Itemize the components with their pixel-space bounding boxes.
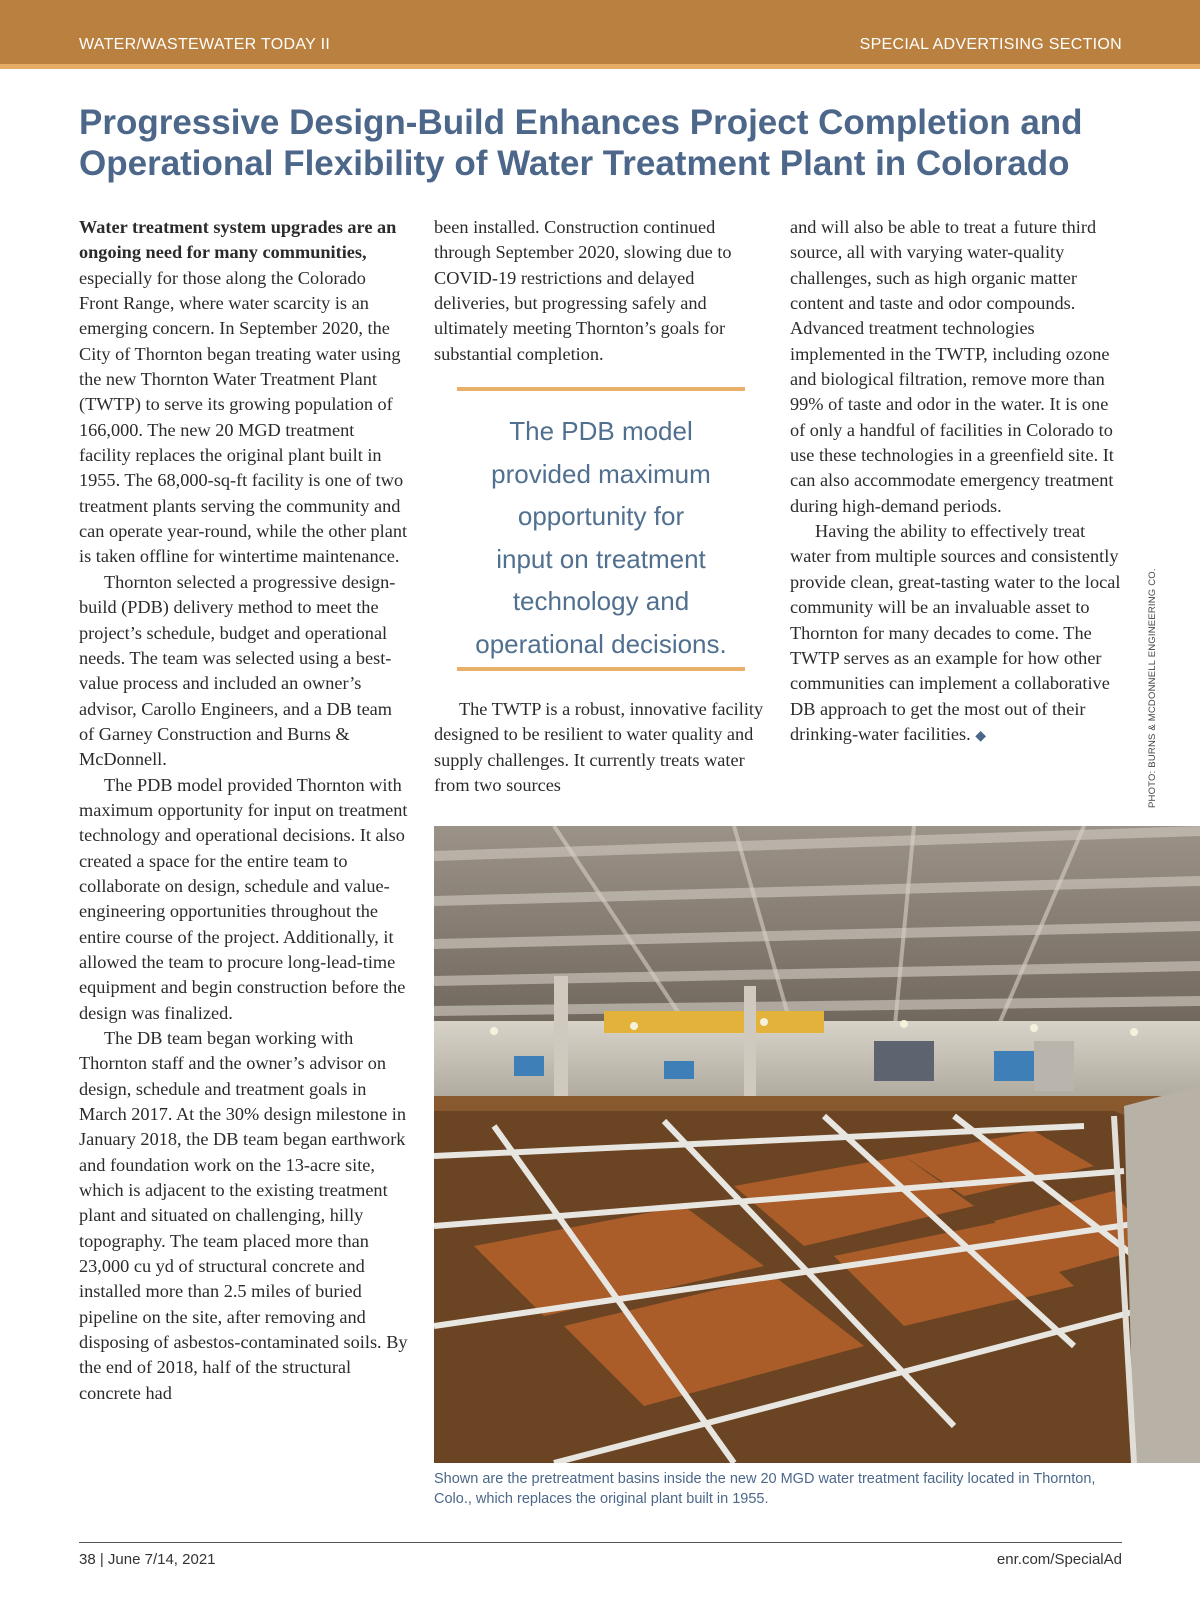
pull-quote-line: The PDB model: [509, 416, 693, 446]
header-bar: [0, 0, 1200, 69]
paragraph: [790, 519, 1122, 749]
pull-quote-line: operational decisions.: [475, 628, 727, 659]
pull-quote-line: opportunity for: [517, 501, 685, 531]
article-column-1: [79, 215, 409, 1406]
article-column-3: [790, 215, 1122, 749]
pull-quote: [457, 387, 745, 671]
photo-caption: Shown are the pretreatment basins inside the new 20 MGD water treatment facility located in Thornton, Colo., which replaces the original plant built in 1955.: [434, 1471, 1096, 1507]
section-label: WATER/WASTEWATER TODAY II: [79, 36, 331, 53]
closing-paragraph-text: Having the ability to effectively treat water from multiple sources and consistently provide clean, great-tasting water to the local community will be an invaluable asset to Thornton for many decades to come. The TWTP serves as an example for how other communities can implement a collaborative DB approach to get the most out of their drinking-water facilities.: [790, 521, 1121, 744]
treatment-basins-photo: [434, 826, 1200, 1463]
paragraph: The TWTP is a robust, innovative facility designed to be resilient to water quality and supply challenges. It currently treats water from two sources: [434, 699, 764, 796]
article-headline: Progressive Design-Build Enhances Project Completion and Operational Flexibility of Water Treatment Plant in Colorado: [79, 103, 1083, 183]
paragraph: The PDB model provided Thornton with maximum opportunity for input on treatment technology and operational decisions. It also created a space for the entire team to collaborate on design, schedule and value-engineering opportunities throughout the entire course of the project. Additionally, it allowed the team to procure long-lead-time equipment and begin construction before the design was finalized.: [79, 774, 408, 1023]
paragraph: been installed. Construction continued through September 2020, slowing due to COVID-19 restrictions and delayed deliveries, but progressing safely and ultimately meeting Thornton’s goals for substantial completion.: [434, 217, 732, 364]
page-folio: 38 | June 7/14, 2021: [79, 1551, 216, 1568]
photo-credit: PHOTO: BURNS & MCDONNELL ENGINEERING CO.: [1147, 568, 1158, 808]
paragraph: and will also be able to treat a future third source, all with varying water-quality challenges, such as high organic matter content and taste and odor compounds. Advanced treatment technologies implemented in the TWTP, including ozone and biological filtration, remove more than 99% of taste and odor in the water. It is one of only a handful of facilities in Colorado to use these technologies in a greenfield site. It can also accommodate emergency treatment during high-demand periods.: [790, 217, 1114, 516]
article-column-2-continued: [434, 697, 764, 798]
advertising-label: SPECIAL ADVERTISING SECTION: [859, 36, 1122, 53]
end-mark-icon: ◆: [975, 728, 987, 744]
lead-paragraph-text: especially for those along the Colorado Front Range, where water scarcity is an emerging concern. In September 2020, the City of Thornton began treating water using the new Thornton Water Treatment Plant (TWTP) to serve its growing population of 166,000. The new 20 MGD treatment facility replaces the original plant built in 1955. The 68,000-sq-ft facility is one of two treatment plants serving the community and can operate year-round, while the other plant is taken offline for wintertime maintenance.: [79, 267, 408, 567]
pull-quote-line: provided maximum: [491, 458, 711, 489]
footer-rule: [79, 1542, 1122, 1543]
footer-url: enr.com/SpecialAd: [996, 1551, 1122, 1568]
paragraph: The DB team began working with Thornton staff and the owner’s advisor on design, schedule and treatment goals in March 2017. At the 30% design milestone in January 2018, the DB team began earthwork and foundation work on the 13-acre site, which is adjacent to the existing treatment plant and situated on challenging, hilly topography. The team placed more than 23,000 cu yd of structural concrete and installed more than 2.5 miles of buried pipeline on the site, after removing and disposing of asbestos-contaminated soils. By the end of 2018, half of the structural concrete had: [79, 1028, 408, 1403]
lead-in: Water treatment system upgrades are an ongoing need for many communities,: [79, 217, 397, 263]
paragraph: [79, 215, 409, 570]
article-column-2: [434, 215, 764, 367]
pull-quote-line: input on treatment: [496, 543, 706, 574]
paragraph: Thornton selected a progressive design-build (PDB) delivery method to meet the project’s schedule, budget and operational needs. The team was selected using a best-value process and included an owner’s advisor, Carollo Engineers, and a DB team of Garney Construction and Burns & McDonnell.: [79, 571, 396, 770]
pull-quote-line: technology and: [512, 586, 690, 616]
